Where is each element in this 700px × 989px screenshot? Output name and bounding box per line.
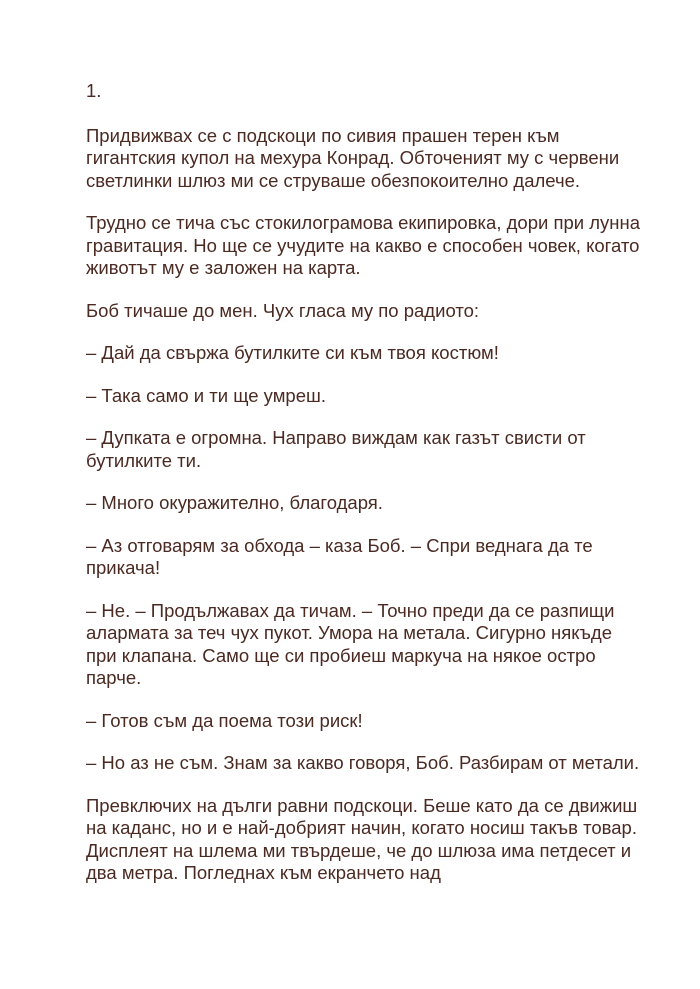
paragraph: – Но аз не съм. Знам за какво говоря, Боб. Разбирам от метали.: [86, 752, 640, 773]
paragraph: – Аз отговарям за обхода – каза Боб. – Спри веднага да те прикача!: [86, 534, 593, 578]
paragraph: – Така само и ти ще умреш.: [86, 384, 326, 406]
paragraph: – Готов съм да поема този риск!: [86, 709, 363, 731]
paragraph: – Дупката е огромна. Направо виждам как газът свисти от бутилките ти.: [86, 427, 586, 471]
paragraph: Боб тичаше до мен. Чух гласа му по радиото:: [86, 299, 480, 321]
text-body: [86, 80, 646, 905]
paragraph: – Не. – Продължавах да тичам. – Точно преди да се разпищи алармата за теч чух пукот. Умора на метала. Сигурно някъде при клапана. Само ще си пробиеш маркуча на някое остро парче.: [86, 599, 615, 688]
paragraph: – Много окуражително, благодаря.: [86, 492, 383, 513]
paragraph: Трудно се тича със стокилограмова екипировка, дори при лунна гравитация. Но ще се учудите на какво е способен човек, когато животът му е заложен на карта.: [86, 212, 641, 278]
chapter-number: 1.: [86, 80, 102, 101]
paragraph: – Дай да свържа бутилките си към твоя костюм!: [86, 342, 499, 363]
paragraph: Превключих на дълги равни подскоци. Беше като да се движиш на каданс, но и е най-добрият начин, когато носиш такъв товар. Дисплеят на шлема ми твърдеше, че до шлюза има петдесет и два метра. Погледнах към екранчето над: [86, 794, 638, 883]
paragraph: Придвижвах се с подскоци по сивия прашен терен към гигантския купол на мехура Конрад. Обточеният му с червени светлинки шлюз ми се струваше обезпокоително далече.: [86, 124, 620, 191]
